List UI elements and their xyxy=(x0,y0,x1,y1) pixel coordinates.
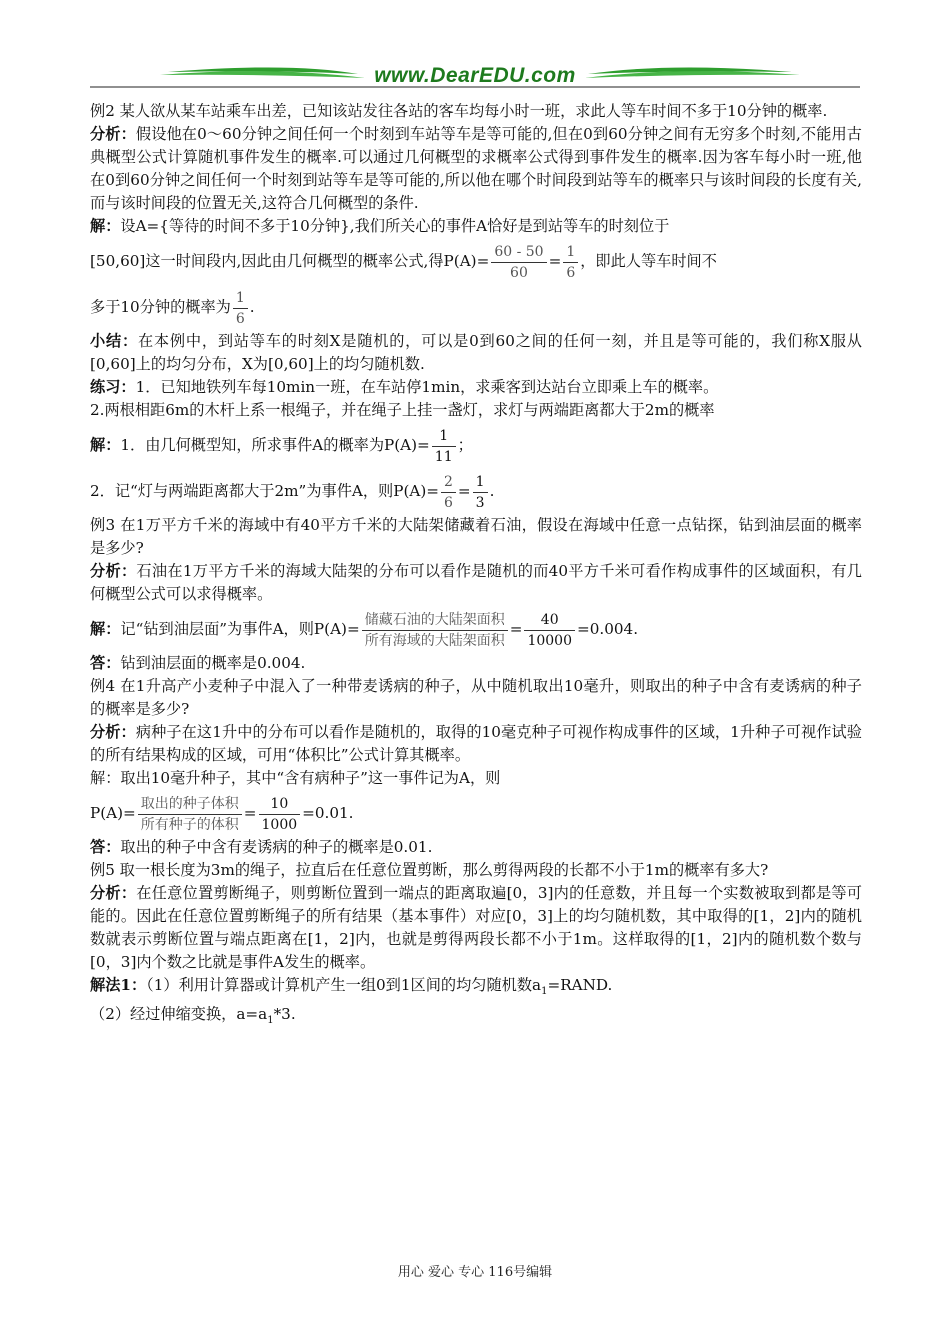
site-logo: www.DearEDU.com xyxy=(374,64,576,87)
fraction-denominator: 6 xyxy=(566,264,576,281)
example-3-solution xyxy=(90,606,862,652)
analysis-label: 分析： xyxy=(90,125,136,143)
fraction-denominator: 10000 xyxy=(527,632,572,649)
step-text: =RAND. xyxy=(547,976,613,994)
example-5-question: 例5 取一根长度为3m的绳子，拉直后在任意位置剪断，那么剪得两段的长都不小于1m的概率有多大? xyxy=(90,861,769,879)
solution-text: 多于10分钟的概率为 xyxy=(90,298,231,316)
fraction-numerator: 储藏石油的大陆架面积 xyxy=(362,610,508,631)
analysis-label: 分析： xyxy=(90,562,137,580)
fraction-numerator: 1 xyxy=(432,426,456,447)
example-2-solution-line-1 xyxy=(90,215,862,238)
fraction-denominator: 所有种子的体积 xyxy=(140,816,239,833)
solution-text: ，即此人等车时间不 xyxy=(580,252,717,270)
practice-label: 练习： xyxy=(90,378,136,396)
fraction-denominator: 11 xyxy=(434,448,453,465)
fraction xyxy=(432,426,456,467)
example-4-analysis xyxy=(90,721,862,767)
example-4-formula xyxy=(90,790,862,836)
fraction-denominator: 1000 xyxy=(261,816,298,833)
summary-label: 小结： xyxy=(90,332,138,350)
example-4-solution: 解：取出10毫升种子，其中“含有病种子”这一事件记为A，则 xyxy=(90,769,501,787)
solution-label: 解： xyxy=(90,217,121,235)
solution-text: [50,60]这一时间段内,因此由几何概型的概率公式,得P(A)= xyxy=(90,252,490,270)
example-2-solution-line-2 xyxy=(90,238,862,284)
document-body xyxy=(90,100,862,1032)
equals-sign: = xyxy=(457,482,471,500)
example-2-question: 例2 某人欲从某车站乘车出差，已知该站发往各站的客车均每小时一班，求此人等车时间不多于10分钟的概率. xyxy=(90,102,828,120)
practice-question-2: 2.两根相距6m的木杆上系一根绳子，并在绳子上挂一盏灯，求灯与两端距离都大于2m的概率 xyxy=(90,401,715,419)
solution-text: 2．记“灯与两端距离都大于2m”为事件A，则P(A)= xyxy=(90,482,439,500)
fraction xyxy=(441,472,456,513)
fraction xyxy=(362,610,508,651)
equals-sign: = xyxy=(548,252,562,270)
fraction-numerator: 60 - 50 xyxy=(491,242,546,263)
step-text: （2）经过伸缩变换，a=a xyxy=(90,1005,268,1024)
page-footer: 用心 爱心 专心 116号编辑 xyxy=(397,1265,553,1280)
answer-label: 答： xyxy=(90,838,121,856)
fraction-denominator: 3 xyxy=(475,494,485,511)
step-text: *3. xyxy=(273,1005,296,1024)
analysis-text: 病种子在这1升中的分布可以看作是随机的，取得的10毫克种子可视作构成事件的区域，1升种子可视作试验的所有结果构成的区域，可用“体积比”公式计算其概率。 xyxy=(90,723,862,764)
example-4-question: 例4 在1升高产小麦种子中混入了一种带麦诱病的种子，从中随机取出10毫升，则取出的种子中含有麦诱病的种子的概率是多少? xyxy=(90,677,862,718)
example-2-analysis xyxy=(90,123,862,215)
fraction-numerator: 取出的种子体积 xyxy=(138,794,242,815)
fraction-numerator: 10 xyxy=(259,794,301,815)
solution-text: 记“钻到油层面”为事件A，则P(A)= xyxy=(120,620,360,638)
fraction xyxy=(563,242,578,283)
equals-sign: = xyxy=(509,620,523,638)
formula-lhs: P(A)= xyxy=(90,804,136,822)
period: . xyxy=(249,298,255,316)
example-2-solution-line-3 xyxy=(90,284,862,330)
fraction-numerator: 40 xyxy=(524,610,575,631)
analysis-text: 假设他在0～60分钟之间任何一个时刻到车站等车是等可能的,但在0到60分钟之间有无穷多个时刻,不能用古典概型公式计算随机事件发生的概率.可以通过几何概型的求概率公式得到事件发生的概率.因为客车每小时一班,他在0到60分钟之间任何一个时刻到站等车是等可能的,所以他在哪个时间段到站等车的概率只与该时间段的长度有关,而与该时间段的位置无关,这符合几何概型的条件. xyxy=(90,125,862,212)
answer-label: 答： xyxy=(90,654,121,672)
fraction-denominator: 6 xyxy=(444,494,453,511)
solution-text: 设A={等待的时间不多于10分钟},我们所关心的事件A恰好是到站等车的时刻位于 xyxy=(120,217,670,235)
fraction xyxy=(473,472,488,513)
fraction-numerator: 2 xyxy=(441,472,456,493)
solution-label: 解： xyxy=(90,436,121,454)
example-3-question: 例3 在1万平方千米的海域中有40平方千米的大陆架储藏着石油，假设在海域中任意一点钻探，钻到油层面的概率是多少? xyxy=(90,516,862,557)
practice-text: 1．已知地铁列车每10min一班，在车站停1min，求乘客到达站台立即乘上车的概率。 xyxy=(135,378,719,396)
result-value: =0.01. xyxy=(302,804,354,822)
answer-text: 取出的种子中含有麦诱病的种子的概率是0.01. xyxy=(120,838,433,856)
example-5-method-1-step-1 xyxy=(90,974,862,1003)
solution-text: 1．由几何概型知，所求事件A的概率为P(A)= xyxy=(120,436,430,454)
analysis-text: 在任意位置剪断绳子，则剪断位置到一端点的距离取遍[0，3]内的任意数，并且每一个实数被取到都是等可能的。因此在任意位置剪断绳子的所有结果（基本事件）对应[0，3]上的均匀随机数，其中取得的[1，2]内的随机数就表示剪断位置与端点距离在[1，2]内，也就是剪得两段长都不小于1m。这样取得的[1，2]内的随机数个数与[0，3]内个数之比就是事件A发生的概率。 xyxy=(90,884,862,971)
analysis-label: 分析： xyxy=(90,723,136,741)
result-value: =0.004. xyxy=(576,620,639,638)
step-text: （1）利用计算器或计算机产生一组0到1区间的均匀随机数a xyxy=(146,976,542,994)
answer-text: 钻到油层面的概率是0.004. xyxy=(120,654,306,672)
method-label: 解法1： xyxy=(90,976,147,994)
solution-label: 解： xyxy=(90,620,121,638)
practice-solution-1 xyxy=(90,422,862,468)
page-header xyxy=(90,60,860,96)
subscript: 1 xyxy=(541,986,548,998)
summary-text: 在本例中，到站等车的时刻X是随机的，可以是0到60之间的任何一刻，并且是等可能的，我们称X服从[0,60]上的均匀分布，X为[0,60]上的均匀随机数. xyxy=(90,332,862,373)
fraction-numerator: 1 xyxy=(233,288,248,309)
subscript: 1 xyxy=(267,1015,274,1027)
fraction-numerator: 1 xyxy=(473,472,488,493)
fraction xyxy=(491,242,546,283)
example-3-answer xyxy=(90,652,862,675)
analysis-label: 分析： xyxy=(90,884,137,902)
period: . xyxy=(489,482,495,500)
example-4-answer xyxy=(90,836,862,859)
fraction-denominator: 60 xyxy=(510,264,528,281)
practice-solution-2 xyxy=(90,468,862,514)
fraction-numerator: 1 xyxy=(563,242,578,263)
summary-paragraph xyxy=(90,330,862,376)
practice-question-1 xyxy=(90,376,862,399)
fraction-denominator: 6 xyxy=(235,310,245,327)
fraction xyxy=(233,288,248,329)
analysis-text: 石油在1万平方千米的海域大陆架的分布可以看作是随机的而40平方千米可看作构成事件的区域面积，有几何概型公式可以求得概率。 xyxy=(90,562,862,603)
example-5-method-1-step-2 xyxy=(90,1003,862,1032)
punctuation: ； xyxy=(457,436,473,454)
fraction-denominator: 所有海域的大陆架面积 xyxy=(364,632,505,649)
fraction xyxy=(138,794,242,835)
example-5-analysis xyxy=(90,882,862,974)
equals-sign: = xyxy=(243,804,257,822)
example-3-analysis xyxy=(90,560,862,606)
fraction xyxy=(259,794,301,835)
fraction xyxy=(524,610,575,651)
